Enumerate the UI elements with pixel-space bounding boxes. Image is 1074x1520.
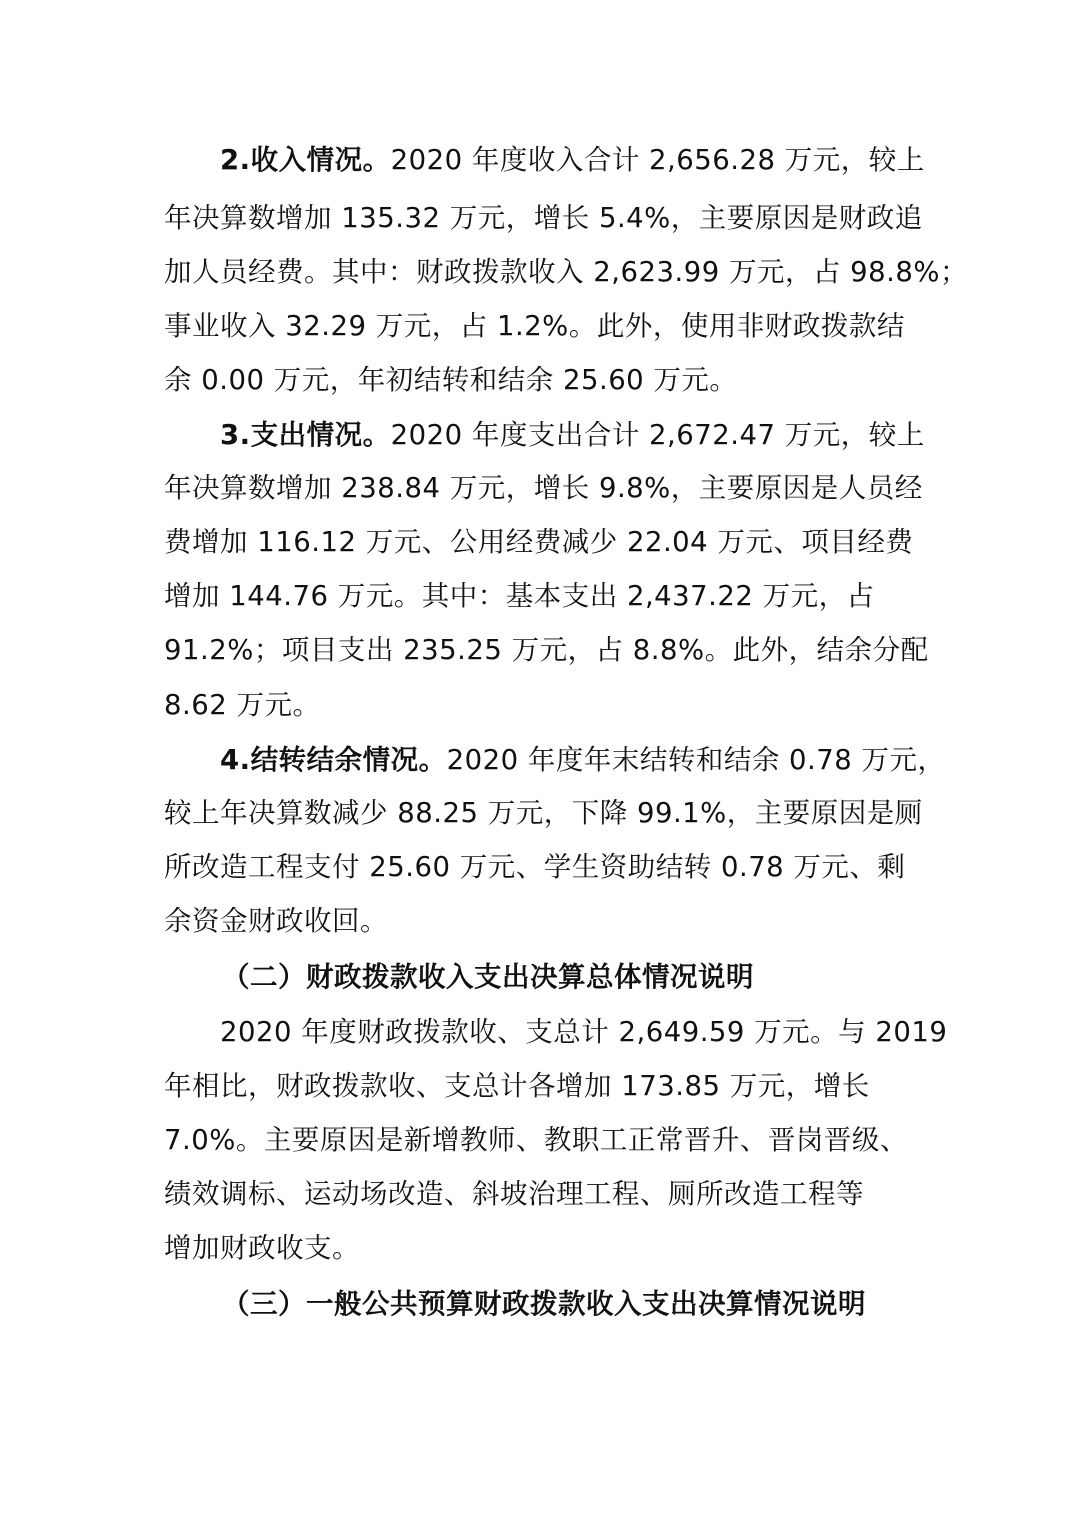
expense-paragraph-line-3: 费增加 116.12 万元、公用经费减少 22.04 万元、项目经费 (164, 526, 914, 558)
income-paragraph-line-2: 年决算数增加 135.32 万元，增长 5.4%，主要原因是财政追 (164, 202, 923, 234)
balance-paragraph-line-3: 所改造工程支付 25.60 万元、学生资助结转 0.78 万元、剩 (164, 851, 906, 883)
balance-paragraph-line-1 (220, 740, 946, 780)
balance-paragraph-line-4: 余资金财政收回。 (164, 905, 388, 937)
balance-text: 2020 年度年末结转和结余 0.78 万元， (446, 744, 946, 776)
income-paragraph-line-1 (220, 140, 925, 180)
expense-paragraph-line-6: 8.62 万元。 (164, 689, 321, 721)
expense-paragraph-line-4: 增加 144.76 万元。其中：基本支出 2,437.22 万元，占 (164, 580, 875, 612)
section-2-line-2: 年相比，财政拨款收、支总计各增加 173.85 万元，增长 (164, 1070, 870, 1102)
section-2-line-3: 7.0%。主要原因是新增教师、教职工正常晋升、晋岗晋级、 (164, 1124, 908, 1156)
section-2-line-5: 增加财政收支。 (164, 1232, 360, 1264)
expense-paragraph-line-1 (220, 415, 925, 455)
expense-heading: 3.支出情况。 (220, 419, 391, 451)
income-paragraph-line-4: 事业收入 32.29 万元，占 1.2%。此外，使用非财政拨款结 (164, 310, 905, 342)
expense-text: 2020 年度支出合计 2,672.47 万元，较上 (390, 419, 925, 451)
section-2-line-1: 2020 年度财政拨款收、支总计 2,649.59 万元。与 2019 (220, 1016, 948, 1048)
expense-paragraph-line-5: 91.2%；项目支出 235.25 万元，占 8.8%。此外，结余分配 (164, 634, 929, 666)
section-3-title: （三）一般公共预算财政拨款收入支出决算情况说明 (222, 1288, 866, 1320)
balance-heading: 4.结转结余情况。 (220, 744, 447, 776)
income-text: 2020 年度收入合计 2,656.28 万元，较上 (390, 144, 925, 176)
section-2-line-4: 绩效调标、运动场改造、斜坡治理工程、厕所改造工程等 (164, 1178, 864, 1210)
section-2-title: （二）财政拨款收入支出决算总体情况说明 (222, 961, 754, 993)
income-paragraph-line-5: 余 0.00 万元，年初结转和结余 25.60 万元。 (164, 364, 738, 396)
income-paragraph-line-3: 加人员经费。其中：财政拨款收入 2,623.99 万元，占 98.8%； (164, 256, 969, 288)
expense-paragraph-line-2: 年决算数增加 238.84 万元，增长 9.8%，主要原因是人员经 (164, 472, 923, 504)
balance-paragraph-line-2: 较上年决算数减少 88.25 万元，下降 99.1%，主要原因是厕 (164, 797, 923, 829)
income-heading: 2.收入情况。 (220, 144, 391, 176)
